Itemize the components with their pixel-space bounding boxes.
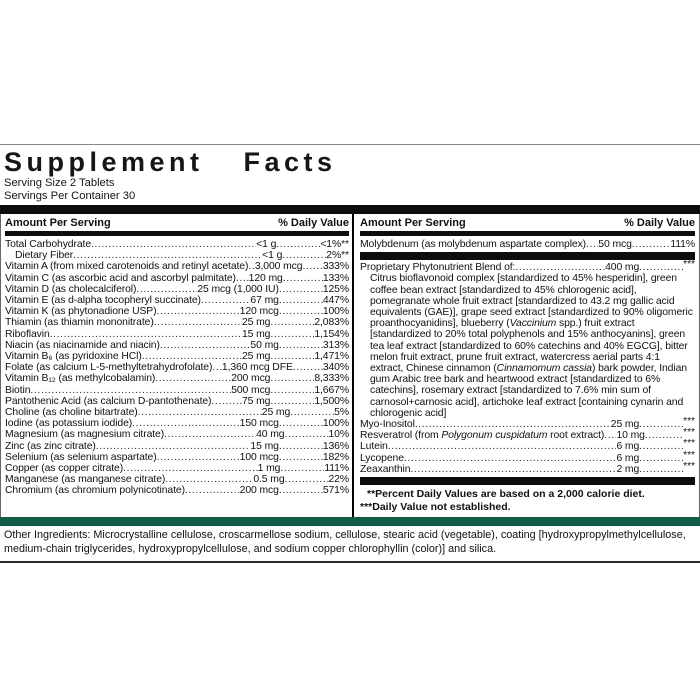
- leader-dots: [283, 273, 323, 284]
- nutrient-daily-value: 2,083%: [314, 317, 349, 329]
- nutrient-amount: 15 mg: [250, 440, 279, 452]
- leader-dots: [279, 340, 323, 351]
- leader-dots: [604, 430, 616, 441]
- leader-dots: [279, 485, 323, 496]
- nutrient-amount: 120 mcg: [239, 306, 279, 318]
- table-row: [5, 284, 349, 295]
- leader-dots: [270, 351, 314, 362]
- nutrient-daily-value: 182%: [322, 451, 349, 463]
- leader-dots: [276, 239, 320, 250]
- nutrient-daily-value: 5%: [334, 407, 349, 419]
- nutrient-amount: 6 mg: [616, 452, 640, 464]
- leader-dots: [645, 430, 683, 441]
- nutrient-amount: 1,360 mcg DFE: [221, 362, 293, 374]
- nutrient-amount: 200 mcg: [239, 485, 279, 497]
- nutrient-daily-value: 125%: [322, 283, 349, 295]
- text-segment: root extract): [547, 430, 605, 442]
- text-segment: Resveratrol (from: [360, 430, 442, 442]
- leader-dots: [201, 295, 251, 306]
- nutrient-amount: 200 mcg: [231, 373, 271, 385]
- text-segment: Citrus bioflavonoid complex [standardized to 45% hesperidin], green coffee bean extract [standardized to 45% chlorogenic acid], pomegranate whole fruit extract [standardized to 43.2 mg gallic acid equivalents (GAE)], grape seed extract [standardized to 90% oligomeric proanthocyanidins], blueberry (: [370, 273, 693, 330]
- table-row: [5, 239, 349, 250]
- leader-dots: [639, 262, 683, 273]
- right-top-rows-container: [360, 239, 695, 250]
- nutrient-amount: 100 mcg: [239, 451, 279, 463]
- daily-value-heading: % Daily Value: [278, 217, 349, 229]
- leader-dots: [388, 441, 617, 452]
- nutrient-amount: 67 mg: [250, 295, 279, 307]
- nutrients-table: [0, 214, 700, 517]
- leader-dots: [279, 306, 323, 317]
- table-row: [5, 295, 349, 306]
- nutrient-amount: 400 mg: [605, 262, 640, 274]
- nutrient-daily-value: 111%: [670, 239, 695, 250]
- leader-dots: [302, 261, 322, 272]
- leader-dots: [91, 239, 256, 250]
- nutrient-name: Proprietary Phytonutrient Blend of:: [360, 262, 516, 274]
- nutrient-daily-value: 313%: [322, 339, 349, 351]
- table-row: [5, 385, 349, 396]
- nutrient-amount: 500 mcg: [231, 384, 271, 396]
- nutrient-name: Copper (as copper citrate): [5, 463, 124, 475]
- blend-row-container: [360, 259, 695, 274]
- amount-per-serving-heading: Amount Per Serving: [360, 217, 466, 229]
- leader-dots: [212, 362, 222, 373]
- leader-dots: [165, 474, 253, 485]
- leader-dots: [96, 441, 251, 452]
- supplement-facts-label: [0, 144, 700, 563]
- nutrient-amount: 75 mg: [241, 395, 271, 407]
- text-segment: ) bark powder, Indian gum Arabic tree bark and heartwood extract [standardized to 6% catechins], rosemary extract [standardized to 7.6% min sum of carnosol+carnosic acid], artichoke leaf extract [containing cynarin and chlorogenic acid]: [370, 363, 687, 419]
- table-row: [5, 362, 349, 373]
- nutrient-amount: 15 mg: [241, 328, 271, 340]
- nutrient-amount: 25 mcg (1,000 IU): [197, 283, 279, 295]
- nutrient-amount: 25 mg: [241, 317, 271, 329]
- nutrient-name: Molybdenum (as molybdenum aspartate complex): [360, 239, 587, 250]
- leader-dots: [285, 474, 329, 485]
- nutrient-amount: 150 mcg: [239, 418, 279, 430]
- nutrient-amount: 2 mg: [616, 463, 640, 475]
- leader-dots: [639, 419, 683, 430]
- table-row: [5, 273, 349, 284]
- table-row: [5, 474, 349, 485]
- section-rule: [360, 477, 695, 485]
- nutrient-name: Selenium (as selenium aspartate): [5, 451, 157, 463]
- nutrient-name: Vitamin A (from mixed carotenoids and retinyl acetate): [5, 261, 249, 273]
- left-column-header: [5, 214, 349, 231]
- table-row: [5, 261, 349, 272]
- mid-rule: [360, 231, 695, 236]
- nutrient-daily-value: 447%: [322, 295, 349, 307]
- nutrient-amount: 1 mg: [257, 463, 281, 475]
- leader-dots: [293, 362, 323, 373]
- nutrient-daily-value: 2%**: [326, 250, 349, 262]
- nutrient-name: Chromium (as chromium polynicotinate): [5, 485, 185, 497]
- table-row: [5, 396, 349, 407]
- nutrient-amount: 120 mg: [248, 272, 283, 284]
- table-row: [360, 427, 695, 442]
- page-title: Supplement Facts: [4, 147, 337, 177]
- nutrient-daily-value: 133%: [322, 272, 349, 284]
- nutrient-daily-value: <1%**: [320, 239, 349, 250]
- leader-dots: [410, 464, 616, 475]
- nutrient-amount: 6 mg: [616, 441, 640, 453]
- nutrient-daily-value: ***: [683, 259, 695, 271]
- leader-dots: [142, 351, 242, 362]
- leader-dots: [270, 385, 314, 396]
- leader-dots: [270, 317, 314, 328]
- nutrient-name: Vitamin K (as phytonadione USP): [5, 306, 157, 318]
- leader-dots: [132, 418, 240, 429]
- nutrient-name: Manganese (as manganese citrate): [5, 474, 166, 486]
- leader-dots: [138, 407, 262, 418]
- leader-dots: [270, 373, 314, 384]
- nutrient-name: Dietary Fiber: [15, 250, 74, 262]
- nutrient-amount: 40 mg: [256, 429, 285, 441]
- leader-dots: [50, 329, 242, 340]
- table-row: [5, 485, 349, 496]
- species-name-italic: Cinnamomum cassia: [496, 363, 592, 375]
- table-row: [5, 340, 349, 351]
- leader-dots: [154, 317, 242, 328]
- left-rows-container: [5, 239, 349, 497]
- table-row: [5, 441, 349, 452]
- leader-dots: [157, 452, 240, 463]
- nutrient-name: Vitamin D (as cholecalciferol): [5, 283, 137, 295]
- nutrient-amount: 50 mg: [250, 339, 279, 351]
- leader-dots: [155, 373, 231, 384]
- nutrient-daily-value: 22%: [328, 474, 349, 486]
- table-row: [360, 449, 695, 464]
- nutrient-name: Lycopene: [360, 452, 404, 464]
- nutrient-name: Riboflavin: [5, 328, 50, 340]
- table-row: [5, 418, 349, 429]
- nutrient-name: Lutein: [360, 441, 388, 453]
- nutrient-amount: <1 g: [256, 239, 277, 250]
- nutrient-amount: 10 mg: [616, 430, 645, 442]
- leader-dots: [586, 239, 598, 250]
- thick-rule-top: [0, 205, 700, 214]
- nutrient-daily-value: 8,333%: [314, 373, 349, 385]
- leader-dots: [280, 463, 324, 474]
- mid-rule: [5, 231, 349, 236]
- nutrient-daily-value: ***: [683, 449, 695, 461]
- nutrient-name: Biotin: [5, 384, 31, 396]
- table-row: [360, 259, 695, 274]
- nutrient-daily-value: ***: [683, 416, 695, 428]
- species-name-italic: Vaccinium: [509, 318, 557, 330]
- nutrient-daily-value: 333%: [322, 261, 349, 273]
- nutrient-name: Vitamin B₆ (as pyridoxine HCl): [5, 351, 142, 363]
- nutrient-name: Myo-Inositol: [360, 419, 415, 431]
- blend-description: [360, 273, 695, 419]
- leader-dots: [639, 464, 683, 475]
- leader-dots: [270, 329, 314, 340]
- label-header: [0, 145, 700, 205]
- leader-dots: [515, 262, 605, 273]
- leader-dots: [282, 250, 326, 261]
- nutrient-daily-value: 100%: [322, 418, 349, 430]
- serving-size-text: Serving Size 2 Tablets: [4, 177, 115, 189]
- table-row: [5, 317, 349, 328]
- leader-dots: [123, 463, 258, 474]
- nutrient-name: Vitamin E (as d-alpha tocopheryl succinate): [5, 295, 201, 307]
- table-row: [360, 460, 695, 475]
- servings-per-container-text: Servings Per Container 30: [4, 190, 136, 202]
- nutrient-daily-value: 1,667%: [314, 384, 349, 396]
- leader-dots: [157, 306, 240, 317]
- leader-dots: [279, 441, 323, 452]
- nutrient-name: [360, 430, 604, 441]
- nutrient-name: Pantothenic Acid (as calcium D-pantothenate): [5, 395, 212, 407]
- species-name-italic: Polygonum cuspidatum: [441, 430, 548, 442]
- nutrient-amount: 3,000 mcg: [254, 261, 303, 273]
- nutrient-amount: 50 mcg: [598, 239, 632, 250]
- nutrient-amount: 25 mg: [610, 419, 640, 431]
- table-row: [5, 329, 349, 340]
- leader-dots: [30, 385, 231, 396]
- table-row: [5, 452, 349, 463]
- nutrient-name: Magnesium (as magnesium citrate): [5, 429, 165, 441]
- nutrient-amount: 0.5 mg: [253, 474, 285, 486]
- leader-dots: [279, 284, 323, 295]
- leader-dots: [639, 441, 683, 452]
- leader-dots: [285, 429, 329, 440]
- nutrient-daily-value: 111%: [324, 463, 349, 475]
- leader-dots: [164, 429, 256, 440]
- leader-dots: [404, 453, 617, 464]
- nutrient-name: Zeaxanthin: [360, 463, 411, 475]
- nutrient-name: Iodine (as potassium iodide): [5, 418, 133, 430]
- leader-dots: [236, 273, 249, 284]
- nutrient-daily-value: 1,471%: [314, 351, 349, 363]
- nutrient-name: Thiamin (as thiamin mononitrate): [5, 317, 154, 329]
- nutrient-name: Folate (as calcium L-5-methyltetrahydrofolate): [5, 362, 213, 374]
- nutrient-daily-value: 1,154%: [314, 328, 349, 340]
- leader-dots: [211, 396, 242, 407]
- table-row: [5, 463, 349, 474]
- left-column: [1, 214, 354, 517]
- accent-bar: [0, 517, 700, 526]
- text-segment: spp.) fruit extract [standardized to 20% total polyphenols and 15% anthocyanins], green tea leaf extract [standardized to 60% catechins and 40% EGCG], bitter melon fruit extract, prune fruit extract, watercress aerial parts 4:1 extract, Chinese cinnamon (: [370, 318, 688, 375]
- table-row: [360, 438, 695, 453]
- footnotes: [360, 488, 695, 513]
- leader-dots: [632, 239, 671, 250]
- nutrient-daily-value: 100%: [322, 306, 349, 318]
- leader-dots: [73, 250, 262, 261]
- nutrient-daily-value: 136%: [322, 440, 349, 452]
- table-row: [5, 306, 349, 317]
- leader-dots: [279, 295, 323, 306]
- table-row: [5, 351, 349, 362]
- right-bottom-rows-container: [360, 416, 695, 475]
- nutrient-daily-value: 10%: [328, 429, 349, 441]
- right-column-header: [360, 214, 695, 231]
- nutrient-daily-value: ***: [683, 427, 695, 439]
- nutrient-daily-value: 1,500%: [314, 395, 349, 407]
- footnote: ***Daily Value not established.: [360, 500, 511, 513]
- leader-dots: [279, 418, 323, 429]
- nutrient-name: Choline (as choline bitartrate): [5, 407, 138, 419]
- table-row: [5, 407, 349, 418]
- leader-dots: [136, 284, 197, 295]
- daily-value-heading: % Daily Value: [624, 217, 695, 229]
- nutrient-amount: 25 mg: [241, 351, 271, 363]
- leader-dots: [639, 453, 683, 464]
- nutrient-daily-value: ***: [683, 438, 695, 450]
- nutrient-amount: 25 mg: [261, 407, 291, 419]
- leader-dots: [279, 452, 323, 463]
- nutrient-amount: <1 g: [262, 250, 283, 262]
- table-row: [5, 373, 349, 384]
- other-ingredients-text: Other Ingredients: Microcrystalline cellulose, croscarmellose sodium, cellulose, stearic acid (vegetable), coating [hydroxypropylmethylcellulose, medium-chain triglycerides, hydroxypropylcellulose, and sodium copper chlorophyllin (color)] and silica.: [0, 526, 700, 563]
- nutrient-name: Vitamin B₁₂ (as methylcobalamin): [5, 373, 156, 385]
- nutrient-name: Vitamin C (as ascorbic acid and ascorbyl palmitate): [5, 272, 236, 284]
- table-row: [5, 429, 349, 440]
- section-rule: [360, 252, 695, 260]
- table-row: [360, 416, 695, 431]
- nutrient-name: Zinc (as zinc citrate): [5, 440, 96, 452]
- leader-dots: [160, 340, 251, 351]
- leader-dots: [415, 419, 611, 430]
- table-row: [5, 250, 349, 261]
- table-row: [360, 239, 695, 250]
- amount-per-serving-heading: Amount Per Serving: [5, 217, 111, 229]
- nutrient-name: Total Carbohydrate: [5, 239, 91, 250]
- leader-dots: [185, 485, 240, 496]
- nutrient-daily-value: 571%: [322, 485, 349, 497]
- leader-dots: [270, 396, 314, 407]
- nutrient-daily-value: 340%: [322, 362, 349, 374]
- nutrient-name: Niacin (as niacinamide and niacin): [5, 339, 160, 351]
- leader-dots: [290, 407, 334, 418]
- footnote: **Percent Daily Values are based on a 2,000 calorie diet.: [367, 488, 645, 501]
- right-column: [354, 214, 699, 517]
- nutrient-daily-value: ***: [683, 460, 695, 472]
